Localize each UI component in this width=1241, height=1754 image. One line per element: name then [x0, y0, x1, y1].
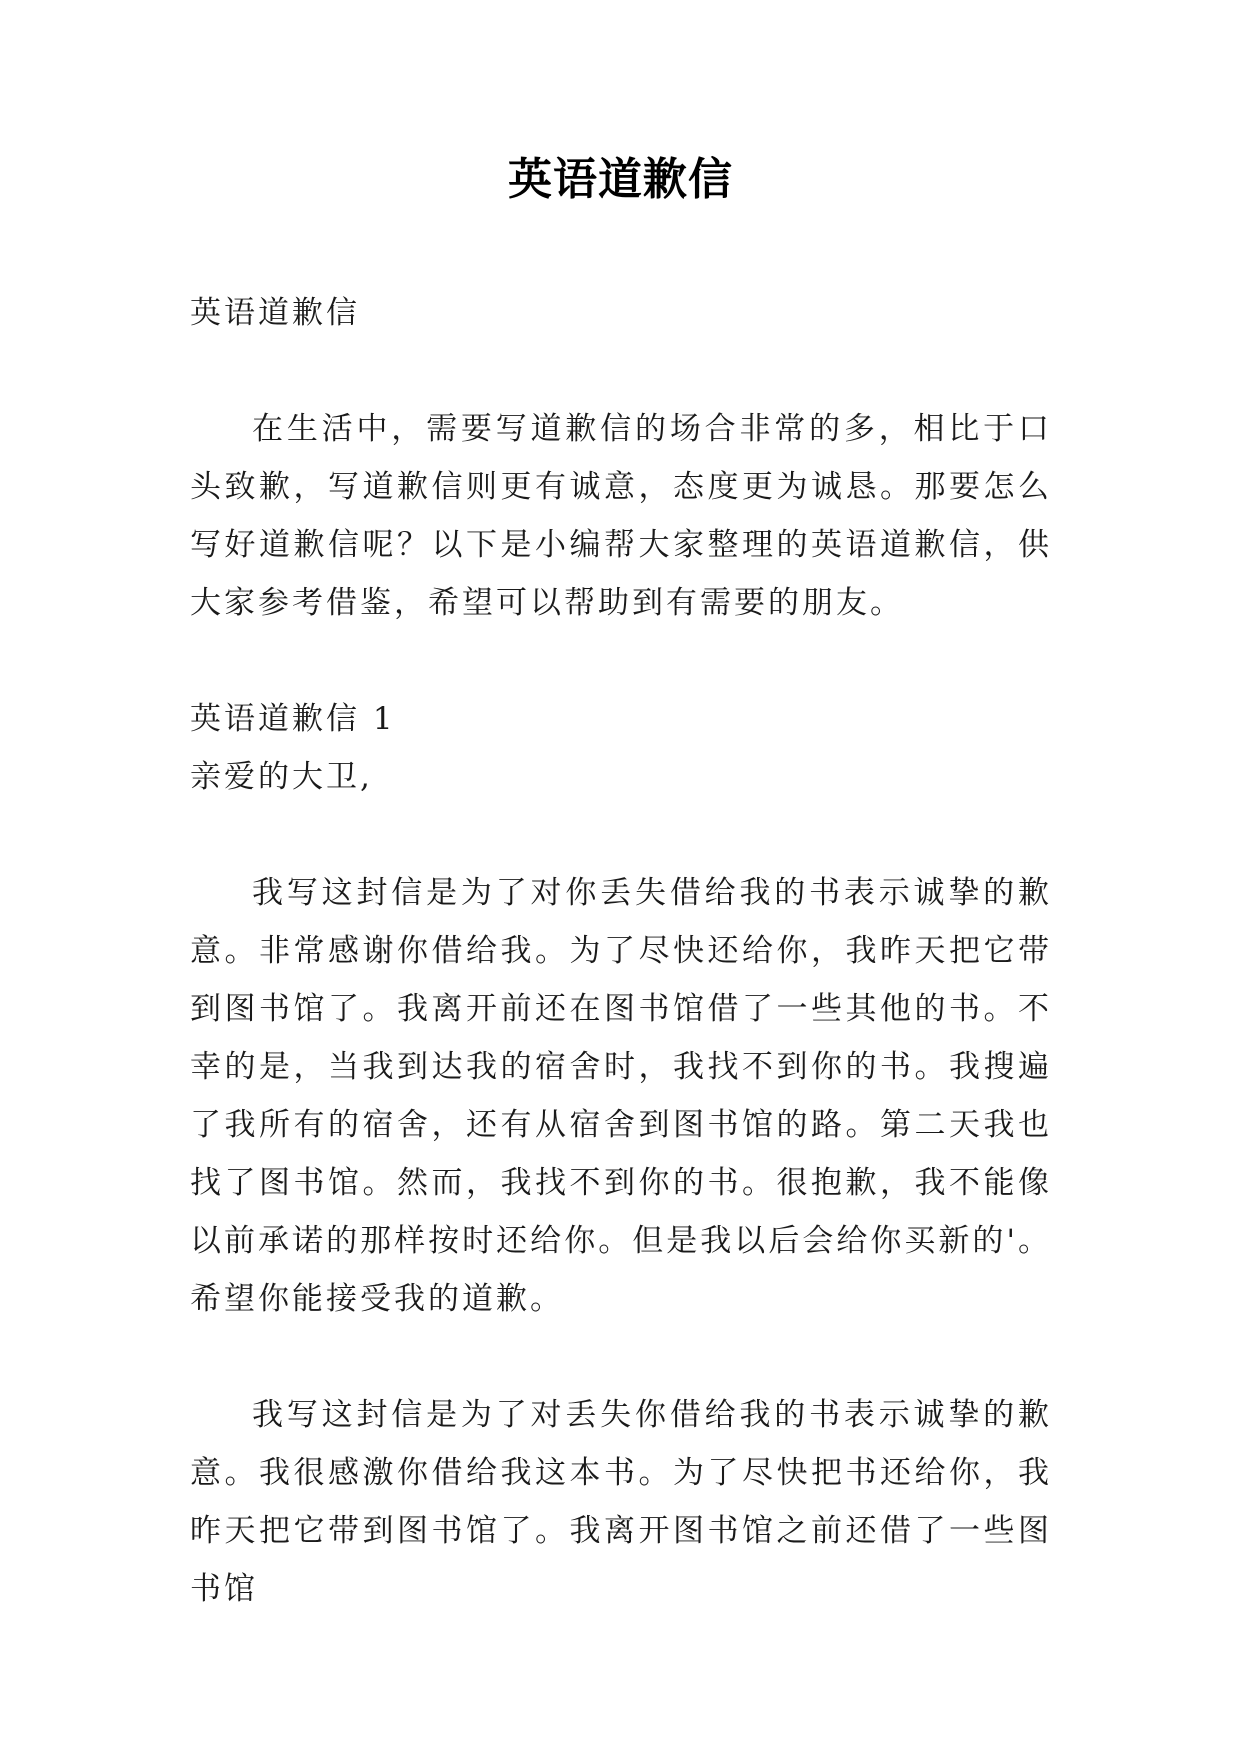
document-title: 英语道歉信 [508, 154, 733, 205]
letter-paragraph-1: 我写这封信是为了对你丢失借给我的书表示诚挚的歉意。非常感谢你借给我。为了尽快还给你，我昨天把它带到图书馆了。我离开前还在图书馆借了一些其他的书。不幸的是，当我到达我的宿舍时，我找不到你的书。我搜遍了我所有的宿舍，还有从宿舍到图书馆的路。第二天我也找了图书馆。然而，我找不到你的书。很抱歉，我不能像以前承诺的那样按时还给你。但是我以后会给你买新的'。希望你能接受我的道歉。 [190, 875, 1052, 1317]
document-body [190, 284, 1052, 1618]
subtitle: 英语道歉信 [190, 295, 360, 331]
salutation: 亲爱的大卫, [190, 759, 373, 795]
section-heading: 英语道歉信 1 [190, 701, 396, 737]
intro-paragraph: 在生活中，需要写道歉信的场合非常的多，相比于口头致歉，写道歉信则更有诚意，态度更为诚恳。那要怎么写好道歉信呢？以下是小编帮大家整理的英语道歉信，供大家参考借鉴，希望可以帮助到有需要的朋友。 [190, 411, 1052, 621]
letter-paragraph-2: 我写这封信是为了对丢失你借给我的书表示诚挚的歉意。我很感激你借给我这本书。为了尽快把书还给你，我昨天把它带到图书馆了。我离开图书馆之前还借了一些图书馆 [190, 1397, 1052, 1607]
